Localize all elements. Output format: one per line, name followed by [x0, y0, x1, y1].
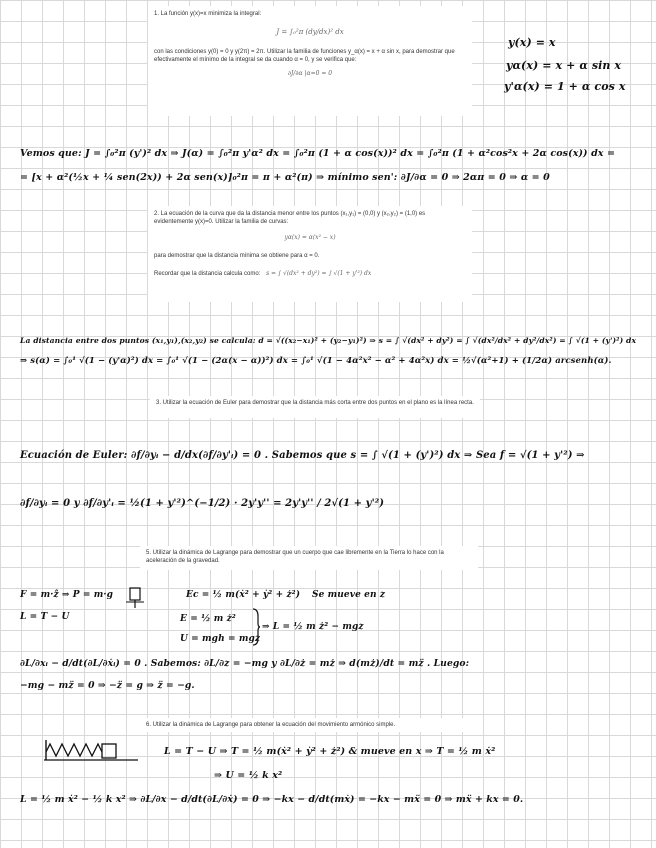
problem-5-statement: 5. Utilizar la dinámica de Lagrange para demostrar que un cuerpo que cae libremente en la Tierra lo hace con la aceleración de la gravedad. [146, 550, 444, 564]
solution-5-ecin: Ec = ½ m(ẋ² + ẏ² + ż²) [186, 590, 301, 600]
solution-5-force: F = m·ẑ ⇒ P = m·g [20, 590, 113, 600]
solution-5-eq-2: −mg − mz̈ = 0 ⇒ −z̈ = g ⇒ z̈ = −g. [20, 680, 195, 691]
problem-1-formula: J = ∫₀²π (dy/dx)² dx [276, 28, 344, 36]
problem-2-card [148, 206, 472, 302]
solution-5-eq-1: ∂L/∂xᵢ − d/dt(∂L/∂ẋᵢ) = 0 . Sabemos: ∂L/∂z = −mg y ∂L/∂ż = mż ⇒ d(mż)/dt = mz̈ . Luego: [20, 658, 470, 669]
problem-2-recall [154, 270, 466, 278]
solution-5-moves: Se mueve en z [312, 590, 386, 600]
problem-2-recall-formula: s = ∫ √(dx² + dy²) = ∫ √(1 + y'²) dx [266, 270, 372, 277]
solution-5-lagrangian-result: ⇒ L = ½ m ż² − mgz [262, 622, 364, 632]
solution-1-line-1: Vemos que: J = ∫₀²π (y')² dx ⇒ J(α) = ∫₀²π y'α² dx = ∫₀²π (1 + α cos(x))² dx = ∫₀²π (1 + α²cos²x + 2α cos(x)) dx = [20, 148, 616, 159]
problem-2-recall-text: Recordar que la distancia calcula como: [154, 271, 261, 277]
problem-5-card [140, 546, 478, 570]
solution-2-line-1: La distancia entre dos puntos (x₁,y₁),(x₂,y₂) se calcula: d = √((x₂−x₁)² + (y₂−y₁)²) ⇒ s = ∫ √(dx² + dy²) = ∫ √(dx²/dx² + dy²/dx²) = ∫ √(1 + (y')²) dx [20, 336, 637, 345]
problem-2-mid: para demostrar que la distancia mínima se obtiene para α = 0. [154, 253, 320, 259]
solution-6-line-1: L = T − U ⇒ T = ½ m(ẋ² + ẏ² + ż²) & mueve en x ⇒ T = ½ m ẋ² [164, 746, 496, 757]
brace-icon [252, 608, 260, 646]
problem-2-statement: 2. La ecuación de la curva que da la distancia menor entre los puntos (x₁,y₁) = (0,0) y (x₂,y₂) = (1,0) es evidentemente y(x)=0. Utilizar la familia de curvas: [154, 211, 426, 225]
solution-3-line-1: Ecuación de Euler: ∂f/∂yᵢ − d/dx(∂f/∂y'ᵢ) = 0 . Sabemos que s = ∫ √(1 + (y')²) dx ⇒ Sea f = √(1 + y'²) ⇒ [20, 450, 585, 461]
side-note-1: y(x) = x [508, 36, 556, 49]
side-note-2: yα(x) = x + α sin x [506, 59, 622, 72]
problem-6-card [140, 718, 480, 732]
solution-3-line-2: ∂f/∂yᵢ = 0 y ∂f/∂y'ᵢ = ½(1 + y'²)^(−1/2) · 2y'y'' = 2y'y'' / 2√(1 + y'²) [20, 498, 385, 509]
solution-5-lagrangian: L = T − U [20, 612, 70, 622]
solution-6-line-2: ⇒ U = ½ k x² [214, 770, 283, 781]
problem-3-statement: 3. Utilizar la ecuación de Euler para demostrar que la distancia más corta entre dos puntos en el plano es la línea recta. [156, 400, 474, 406]
problem-1-condition-formula: ∂J/∂α |α=0 = 0 [287, 70, 333, 77]
problem-3-card [150, 396, 480, 418]
problem-1-conditions: con las condiciones y(0) = 0 y y(2π) = 2π. Utilizar la familia de funciones y_α(x) = x + α sin x, para demostrar que efectivamente el mínimo de la integral se da cuando α = 0, y se verifica que: [154, 49, 455, 63]
problem-2-formula: yα(x) = α(x² − x) [284, 234, 336, 241]
solution-5-ecin-2: E = ½ m ż² [180, 614, 236, 624]
problem-1-card [148, 6, 472, 116]
solution-2-line-2: ⇒ s(α) = ∫₀¹ √(1 − (y'α)²) dx = ∫₀¹ √(1 − (2α(x − α))²) dx = ∫₀¹ √(1 − 4α²x² − α² + 4α²x) dx = ½√(α²+1) + (1/2α) arcsenh(α). [20, 356, 612, 366]
problem-6-statement: 6. Utilizar la dinámica de Lagrange para obtener la ecuación del movimiento armónico simple. [146, 722, 396, 728]
spring-mass-sketch [44, 740, 140, 764]
solution-5-epot: U = mgh = mgz [180, 634, 261, 644]
solution-6-line-3: L = ½ m ẋ² − ½ k x² ⇒ ∂L/∂x − d/dt(∂L/∂ẋ) = 0 ⇒ −kx − d/dt(mẋ) = −kx − mẍ = 0 ⇒ mẍ + kx = 0. [20, 794, 524, 805]
solution-1-line-2: = [x + α²(½x + ¼ sen(2x)) + 2α sen(x)]₀²π = π + α²(π) ⇒ mínimo sen': ∂J/∂α = 0 ⇒ 2απ = 0 ⇒ α = 0 [20, 172, 550, 183]
falling-body-sketch [126, 586, 146, 610]
problem-1-statement: 1. La función y(x)=x minimiza la integral: [154, 11, 262, 17]
side-note-3: y'α(x) = 1 + α cos x [504, 80, 626, 93]
